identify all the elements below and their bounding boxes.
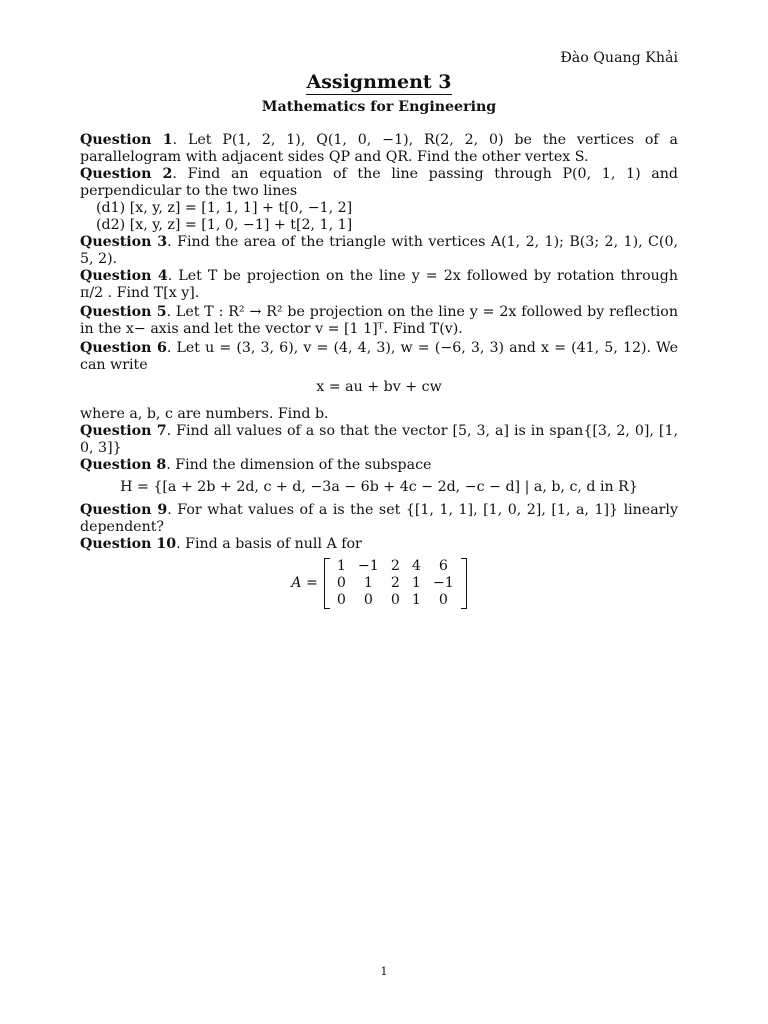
- matrix-cell: −1: [357, 558, 379, 574]
- q6-equation: x = au + bv + cw: [316, 379, 442, 395]
- document-subtitle: Mathematics for Engineering: [261, 99, 497, 115]
- matrix-row: [331, 575, 460, 592]
- q8-equation: H = {[a + 2b + 2d, c + d, −3a − 6b + 4c − 2d, −c − d] | a, b, c, d in R}: [120, 479, 638, 495]
- author-name: Đào Quang Khải: [560, 50, 678, 66]
- question-text: . Find the dimension of the subspace: [166, 457, 432, 473]
- question-text: . For what values of a is the set {[1, 1, 1], [1, 0, 2], [1, a, 1]} linearly dependent?: [80, 502, 678, 535]
- question-5: [80, 304, 678, 338]
- matrix-label: A =: [291, 575, 318, 591]
- document-page: [80, 50, 678, 609]
- matrix-table: [331, 558, 460, 609]
- question-label: Question 2: [80, 166, 173, 182]
- question-7: [80, 423, 678, 457]
- question-text: . Let P(1, 2, 1), Q(1, 0, −1), R(2, 2, 0) be the vertices of a parallelogram with adjacent sides QP and QR. Find the other vertex S.: [80, 132, 678, 165]
- question-text: . Let T : R² → R² be projection on the line y = 2x followed by reflection in the x− axis and let the vector v = [1 1]ᵀ. Find T(v).: [80, 304, 678, 337]
- matrix-a: [324, 558, 467, 609]
- title-text: Assignment 3: [306, 71, 452, 93]
- question-text: . Let T be projection on the line y = 2x followed by rotation through π/2 . Find T[x y].: [80, 268, 678, 301]
- matrix-row: [331, 592, 460, 609]
- question-8: [80, 457, 678, 474]
- question-label: Question 7: [80, 423, 167, 439]
- question-label: Question 4: [80, 268, 168, 284]
- question-label: Question 10: [80, 536, 177, 552]
- matrix-cell: 2: [390, 558, 400, 574]
- line-d2: (d2) [x, y, z] = [1, 0, −1] + t[2, 1, 1]: [96, 217, 353, 233]
- matrix-cell: 2: [390, 575, 400, 591]
- matrix-cell: 1: [411, 575, 421, 591]
- question-2: [80, 166, 678, 200]
- question-label: Question 3: [80, 234, 168, 250]
- matrix-cell: 0: [390, 592, 400, 608]
- matrix-cell: −1: [432, 575, 454, 591]
- question-label: Question 5: [80, 304, 167, 320]
- question-text: . Find a basis of null A for: [176, 536, 362, 552]
- matrix-cell: 0: [363, 592, 373, 608]
- matrix-cell: 1: [411, 592, 421, 608]
- matrix-cell: 1: [336, 558, 346, 574]
- question-1: [80, 132, 678, 166]
- question-3: [80, 234, 678, 268]
- question-text: . Let u = (3, 3, 6), v = (4, 4, 3), w = (−6, 3, 3) and x = (41, 5, 12). We can write: [80, 340, 678, 373]
- question-text: . Find all values of a so that the vector [5, 3, a] is in span{[3, 2, 0], [1, 0, 3]}: [80, 423, 678, 456]
- matrix-cell: 0: [336, 592, 346, 608]
- q6-followup: where a, b, c are numbers. Find b.: [80, 406, 329, 422]
- matrix-block: [80, 558, 678, 609]
- matrix-cell: 1: [363, 575, 373, 591]
- question-4: [80, 268, 678, 302]
- document-title: [80, 71, 678, 95]
- matrix-row: [331, 558, 460, 575]
- matrix-cell: 0: [336, 575, 346, 591]
- question-text: . Find the area of the triangle with vertices A(1, 2, 1); B(3; 2, 1), C(0, 5, 2).: [80, 234, 678, 267]
- question-9: [80, 502, 678, 536]
- matrix-cell: 6: [438, 558, 448, 574]
- matrix-cell: 0: [438, 592, 448, 608]
- question-label: Question 1: [80, 132, 173, 148]
- question-label: Question 6: [80, 340, 167, 356]
- question-label: Question 8: [80, 457, 167, 473]
- question-6: [80, 340, 678, 374]
- page-number: 1: [380, 965, 388, 978]
- line-d1: (d1) [x, y, z] = [1, 1, 1] + t[0, −1, 2]: [96, 200, 353, 216]
- question-label: Question 9: [80, 502, 168, 518]
- question-10: [80, 536, 678, 553]
- question-text: . Find an equation of the line passing through P(0, 1, 1) and perpendicular to the two lines: [80, 166, 678, 199]
- matrix-cell: 4: [411, 558, 421, 574]
